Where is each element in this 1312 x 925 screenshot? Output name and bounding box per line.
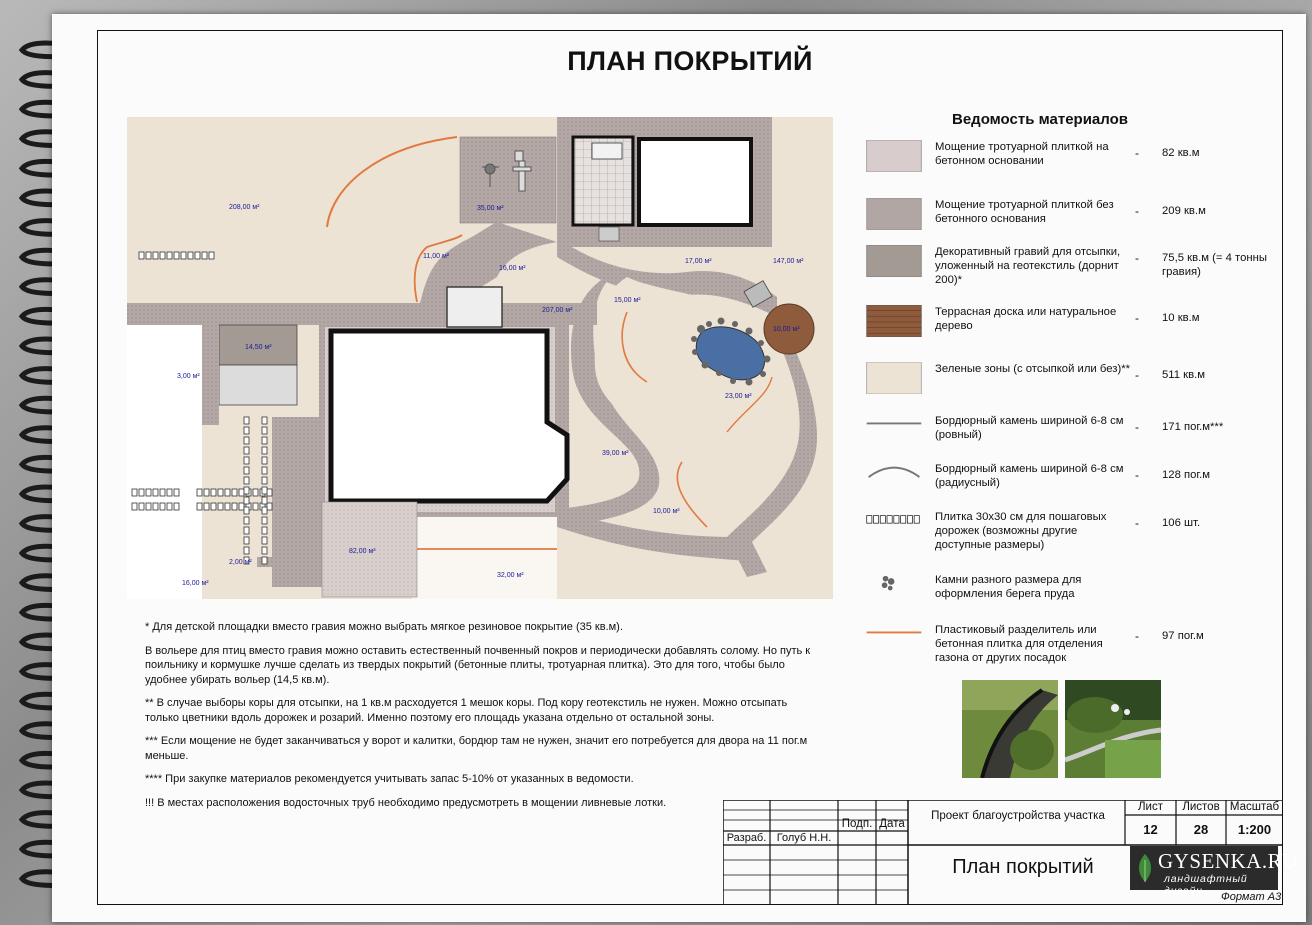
legend-dash: - [1135, 420, 1139, 434]
legend-dash: - [1135, 368, 1139, 382]
legend-row [865, 198, 1275, 238]
straight-curb-line [865, 414, 923, 446]
stepping-tile [153, 252, 158, 259]
logo-title: GYSENKA.RU [1158, 849, 1298, 873]
stepping-tile [253, 489, 258, 496]
stepping-tile [244, 417, 249, 424]
stepping-tile [232, 489, 237, 496]
legend-text: Бордюрный камень шириной 6-8 см (радиусный) [935, 463, 1124, 489]
stepping-tile [244, 507, 249, 514]
stepping-tile [262, 427, 267, 434]
stepping-tile [262, 537, 267, 544]
area-label: 14,50 м² [245, 344, 272, 351]
stepping-tile [197, 503, 202, 510]
stepping-tile [262, 497, 267, 504]
stepping-tile [195, 252, 200, 259]
area-label: 2,00 м² [229, 559, 252, 566]
radius-curb-line [865, 462, 923, 494]
decking-swatch [865, 305, 923, 337]
stepping-tile [160, 252, 165, 259]
stepping-tile [244, 547, 249, 554]
legend-dash: - [1135, 516, 1139, 530]
legend-value: 511 кв.м [1162, 369, 1205, 381]
leaf-icon [1134, 852, 1156, 884]
legend-text: Зеленые зоны (с отсыпкой или без)** [935, 363, 1130, 375]
area-label: 10,00 м² [773, 326, 800, 333]
stepping-tile [244, 457, 249, 464]
area-label: 15,00 м² [614, 297, 641, 304]
stepping-tile [204, 503, 209, 510]
plastic-edging-line [865, 623, 923, 655]
stepping-tile [244, 447, 249, 454]
stepping-tile [225, 489, 230, 496]
area-label: 16,00 м² [182, 580, 209, 587]
stepping-tile [211, 503, 216, 510]
legend-value: 82 кв.м [1162, 147, 1200, 159]
area-label: 10,00 м² [653, 508, 680, 515]
legend-row [865, 140, 1275, 180]
legend-dash: - [1135, 311, 1139, 325]
stepping-tile [262, 527, 267, 534]
legend-dash: - [1135, 146, 1139, 160]
stepping-tile [188, 252, 193, 259]
legend-row [865, 305, 1275, 345]
stepping-tile [239, 489, 244, 496]
main-house [331, 331, 567, 501]
legend-text: Декоративный гравий для отсыпки, уложенный на геотекстиль (дорнит 200)* [935, 246, 1121, 286]
note: ** В случае выборы коры для отсыпки, на 1 кв.м расходуется 1 мешок коры. Под кору геотекстиль не нужен. Можно отсыпать только цветники вдоль дорожек и розарий. Именно поэтому его площадь указана отдельно от остальной зоны. [145, 697, 788, 724]
legend-text: Плитка 30х30 см для пошаговых дорожек (возможны другие доступные размеры) [935, 511, 1107, 551]
playground-gravel [460, 137, 556, 223]
stepping-tile [262, 417, 267, 424]
stamp-list-label: Лист [1138, 801, 1163, 813]
legend-dash: - [1135, 629, 1139, 643]
stepping-tile [262, 447, 267, 454]
legend-value: 10 кв.м [1162, 312, 1200, 324]
stepping-tile [167, 503, 172, 510]
legend-row [865, 623, 1275, 663]
stepping-tiles-icon [865, 510, 923, 542]
paving-concrete-swatch [865, 140, 923, 172]
legend-text: Террасная доска или натуральное дерево [935, 306, 1117, 332]
area-label: 32,00 м² [497, 572, 524, 579]
stepping-tile [211, 489, 216, 496]
page-title: ПЛАН ПОКРЫТИЙ [567, 46, 813, 76]
legend-row [865, 573, 1275, 613]
legend-row [865, 510, 1275, 550]
paving-no-base-swatch [865, 198, 923, 230]
stepping-tile [181, 252, 186, 259]
logo-subtitle: ландшафтный дизайн [1164, 873, 1248, 897]
stepping-tile [174, 489, 179, 496]
area-label: 16,00 м² [499, 265, 526, 272]
area-label: 35,00 м² [477, 205, 504, 212]
area-label: 147,00 м² [773, 258, 804, 265]
legend-dash: - [1135, 204, 1139, 218]
outside-area-left [127, 325, 202, 599]
stamp-scale-label: Масштаб [1229, 801, 1280, 813]
legend-text: Мощение тротуарной плиткой на бетонном основании [935, 141, 1109, 167]
edging-photo-1 [962, 680, 1058, 778]
stepping-tile [267, 503, 272, 510]
stamp-project: Проект благоустройства участка [931, 810, 1105, 822]
stepping-tile [267, 489, 272, 496]
stamp-sheet-name: План покрытий [952, 856, 1094, 878]
legend-row [865, 362, 1275, 402]
green-zone-swatch [865, 362, 923, 394]
edging-photo-2 [1065, 680, 1161, 778]
stamp-podp-label: Подп. [841, 818, 873, 830]
stamp-author: Голуб Н.Н. [776, 832, 832, 844]
stepping-tile [167, 252, 172, 259]
legend-title: Ведомость материалов [952, 111, 1128, 128]
legend-text: Мощение тротуарной плиткой без бетонного основания [935, 199, 1114, 225]
stepping-tile [132, 503, 137, 510]
stamp-lists-label: Листов [1182, 801, 1220, 813]
stepping-tile [174, 503, 179, 510]
note: **** При закупке материалов рекомендуется учитывать запас 5-10% от указанных в ведомости. [145, 773, 634, 785]
stamp-lists: 28 [1193, 822, 1209, 837]
stepping-tile [244, 427, 249, 434]
area-label: 208,00 м² [229, 204, 260, 211]
note: *** Если мощение не будет заканчиваться у ворот и калитки, бордюр там не нужен, значит его потребуется для двора на 11 пог.м меньше. [145, 735, 808, 762]
stepping-tile [244, 497, 249, 504]
notes [145, 620, 815, 819]
stones-icon [865, 573, 923, 605]
stepping-tile [244, 437, 249, 444]
legend-value: 128 пог.м [1162, 469, 1211, 481]
stepping-tile [209, 252, 214, 259]
legend-text: Бордюрный камень шириной 6-8 см (ровный) [935, 415, 1124, 441]
area-label: 3,00 м² [177, 373, 200, 380]
stepping-tile [262, 467, 267, 474]
sheet-format: Формат А3 [1221, 891, 1282, 903]
stepping-tile [146, 489, 151, 496]
area-label: 39,00 м² [602, 450, 629, 457]
area-label: 207,00 м² [542, 307, 573, 314]
stepping-tile [239, 503, 244, 510]
stamp-scale: 1:200 [1237, 822, 1272, 837]
legend-row [865, 462, 1275, 502]
stepping-tile [197, 489, 202, 496]
area-label: 11,00 м² [423, 253, 450, 260]
legend-dash: - [1135, 251, 1139, 265]
stepping-tile [153, 489, 158, 496]
stepping-tile [262, 437, 267, 444]
stepping-tile [262, 477, 267, 484]
stepping-tile [218, 489, 223, 496]
area-label: 23,00 м² [725, 393, 752, 400]
gravel-swatch [865, 245, 923, 277]
area-label: 82,00 м² [349, 548, 376, 555]
stepping-tile [160, 503, 165, 510]
area-label: 17,00 м² [685, 258, 712, 265]
stepping-tile [262, 487, 267, 494]
stamp-razrab-label: Разраб. [726, 832, 767, 844]
stepping-tile [232, 503, 237, 510]
stepping-tile [262, 507, 267, 514]
stepping-tile [244, 527, 249, 534]
stepping-tile [262, 557, 267, 564]
stepping-tile [153, 503, 158, 510]
legend-row [865, 245, 1275, 285]
stepping-tile [167, 489, 172, 496]
legend-value: 75,5 кв.м (= 4 тонны гравия) [1162, 252, 1267, 278]
note: !!! В местах расположения водосточных труб необходимо предусмотреть в мощении ливневые лотки. [145, 796, 667, 809]
stepping-tile [146, 503, 151, 510]
stepping-tile [262, 547, 267, 554]
stepping-tile [218, 503, 223, 510]
stepping-tile [146, 252, 151, 259]
legend-value: 97 пог.м [1162, 630, 1204, 642]
site-plan [127, 117, 833, 599]
legend-dash: - [1135, 468, 1139, 482]
legend-value: 209 кв.м [1162, 205, 1206, 217]
legend-value: 171 пог.м*** [1162, 421, 1224, 433]
stepping-tile [204, 489, 209, 496]
stamp-date-label: Дата [879, 818, 905, 830]
stepping-tile [139, 503, 144, 510]
stepping-tile [202, 252, 207, 259]
legend-row [865, 414, 1275, 454]
legend-text: Камни разного размера для оформления берега пруда [935, 574, 1082, 600]
stepping-tile [225, 503, 230, 510]
stepping-tile [244, 467, 249, 474]
garage-building [639, 139, 751, 225]
stepping-tile [262, 457, 267, 464]
note: * Для детской площадки вместо гравия можно выбрать мягкое резиновое покрытие (35 кв.м). [145, 621, 623, 633]
stepping-tile [262, 517, 267, 524]
stepping-tile [244, 517, 249, 524]
note: В вольере для птиц вместо гравия можно оставить естественный почвенный покров и периодически добавлять солому. Но путь к поильнику и кормушке лучше сделать из твердых покрытий (бетонные плиты, тротуарная плитка). Это для того, чтобы было удобнее убирать вольер (14,5 кв.м). [145, 644, 811, 686]
stepping-tile [139, 489, 144, 496]
stamp-list: 12 [1143, 822, 1158, 837]
legend-text: Пластиковый разделитель или бетонная плитка для отделения газона от других посадок [935, 624, 1103, 664]
stepping-tile [160, 489, 165, 496]
legend-value: 106 шт. [1162, 517, 1201, 529]
stepping-tile [253, 503, 258, 510]
stepping-tile [244, 537, 249, 544]
stepping-tile [132, 489, 137, 496]
stepping-tile [139, 252, 144, 259]
stepping-tile [244, 487, 249, 494]
stepping-tile [244, 477, 249, 484]
stepping-tile [174, 252, 179, 259]
